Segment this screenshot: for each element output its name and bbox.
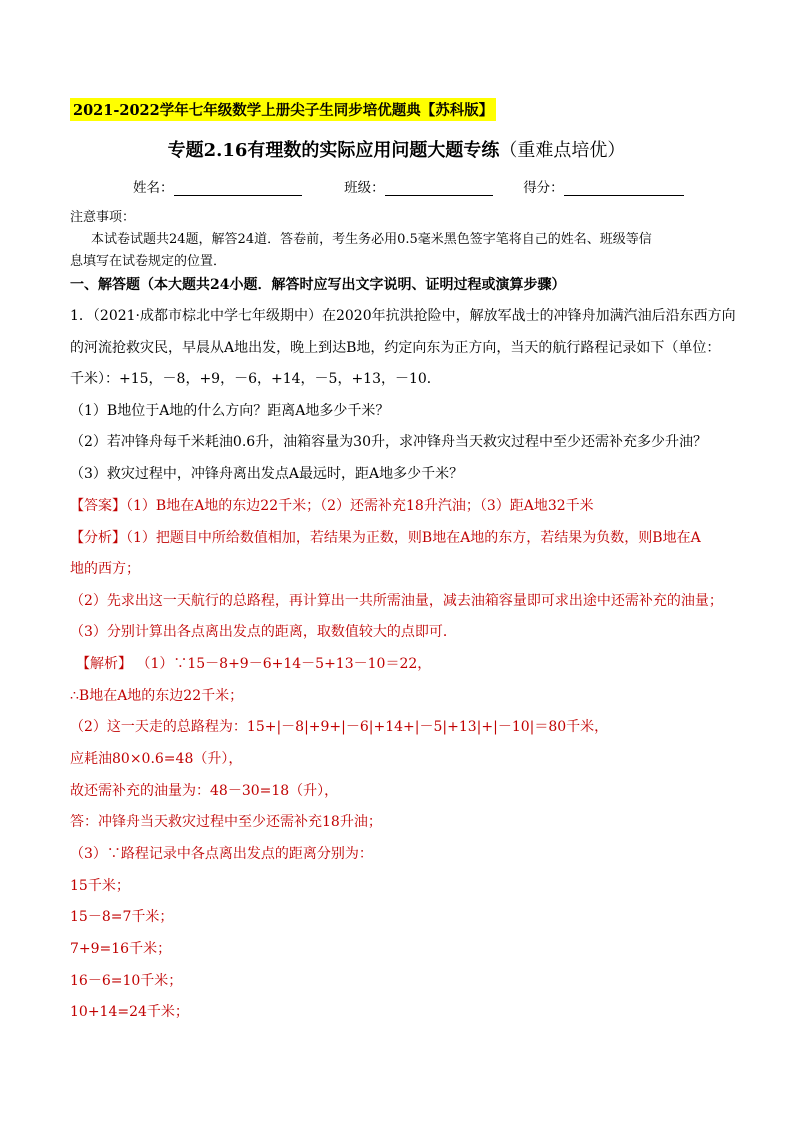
notice-line-1: 本试卷试题共24题，解答24道．答卷前，考生务必用0.5毫米黑色签字笔将自己的姓名、班级等信 xyxy=(91,232,652,247)
analysis-tag: 【分析】 xyxy=(70,530,126,546)
solution-line-2: ∴B地在A地的东边22千米； xyxy=(70,688,244,704)
answer-tag: 【答案】 xyxy=(70,498,126,514)
analysis-line-1 xyxy=(70,527,701,547)
page-title xyxy=(0,136,793,162)
student-info-row xyxy=(133,176,684,196)
question-line-2: 的河流抢救灾民，早晨从A地出发，晚上到达B地，约定向东为正方向，当天的航行路程记录如下（单位： xyxy=(70,340,721,356)
distance-line-3: 7+9=16千米； xyxy=(70,941,172,957)
title-main: 专题2.16有理数的实际应用问题大题专练 xyxy=(167,140,500,161)
answer-line xyxy=(70,495,594,515)
question-line-1: 1．（2021·成都市棕北中学七年级期中）在2020年抗洪抢险中，解放军战士的冲锋舟加满汽油后沿东西方向 xyxy=(70,308,736,324)
name-field[interactable] xyxy=(174,180,302,196)
solution-line-3: （2）这一天走的总路程为：15+|－8|+9+|－6|+14+|－5|+13|+|－10|＝80千米， xyxy=(70,719,609,735)
solution-line-5: 故还需补充的油量为：48－30=18（升）， xyxy=(70,783,339,799)
distance-line-5: 10+14=24千米； xyxy=(70,1004,189,1020)
header-banner: 2021-2022学年七年级数学上册尖子生同步培优题典【苏科版】 xyxy=(70,98,496,121)
solution-line-7: （3）∵路程记录中各点离出发点的距离分别为： xyxy=(70,846,373,862)
distance-line-4: 16－6=10千米； xyxy=(70,973,183,989)
analysis-line-2: 地的西方； xyxy=(70,561,140,577)
distance-line-2: 15－8=7千米； xyxy=(70,909,174,925)
distance-line-1: 15千米； xyxy=(70,878,130,894)
score-label: 得分： xyxy=(523,180,564,196)
solution-tag: 【解析】 xyxy=(76,656,132,672)
question-part-3: （3）救灾过程中，冲锋舟离出发点A最远时，距A地多少千米？ xyxy=(70,466,464,482)
analysis-line-3: （2）先求出这一天航行的总路程，再计算出一共所需油量，减去油箱容量即可求出途中还需补充的油量； xyxy=(70,593,723,609)
score-field[interactable] xyxy=(564,180,684,196)
question-part-2: （2）若冲锋舟每千米耗油0.6升，油箱容量为30升，求冲锋舟当天救灾过程中至少还需补充多少升油？ xyxy=(70,434,707,450)
analysis-line-4: （3）分别计算出各点离出发点的距离，取数值较大的点即可． xyxy=(70,624,457,640)
notice-heading: 注意事项： xyxy=(70,210,136,225)
analysis-text-1: （1）把题目中所给数值相加，若结果为正数，则B地在A地的东方，若结果为负数，则B地在A xyxy=(126,530,701,546)
class-field[interactable] xyxy=(385,180,493,196)
solution-text-1: （1）∵15－8+9－6+14－5+13－10＝22， xyxy=(136,656,432,672)
answer-text: （1）B地在A地的东边22千米；（2）还需补充18升汽油；（3）距A地32千米 xyxy=(126,498,594,514)
solution-line-6: 答：冲锋舟当天救灾过程中至少还需补充18升油； xyxy=(70,814,382,830)
name-label: 姓名： xyxy=(133,180,174,196)
class-label: 班级： xyxy=(344,180,385,196)
solution-line-4: 应耗油80×0.6=48（升）， xyxy=(70,751,243,767)
section-heading: 一、解答题（本大题共24小题．解答时应写出文字说明、证明过程或演算步骤） xyxy=(70,277,566,293)
question-line-3: 千米）：+15，－8，+9，－6，+14，－5，+13，－10． xyxy=(70,371,441,387)
solution-line-1 xyxy=(76,653,431,673)
title-sub: （重难点培优） xyxy=(499,140,626,161)
question-part-1: （1）B地位于A地的什么方向？距离A地多少千米？ xyxy=(70,403,390,419)
notice-line-2: 息填写在试卷规定的位置． xyxy=(70,254,227,269)
